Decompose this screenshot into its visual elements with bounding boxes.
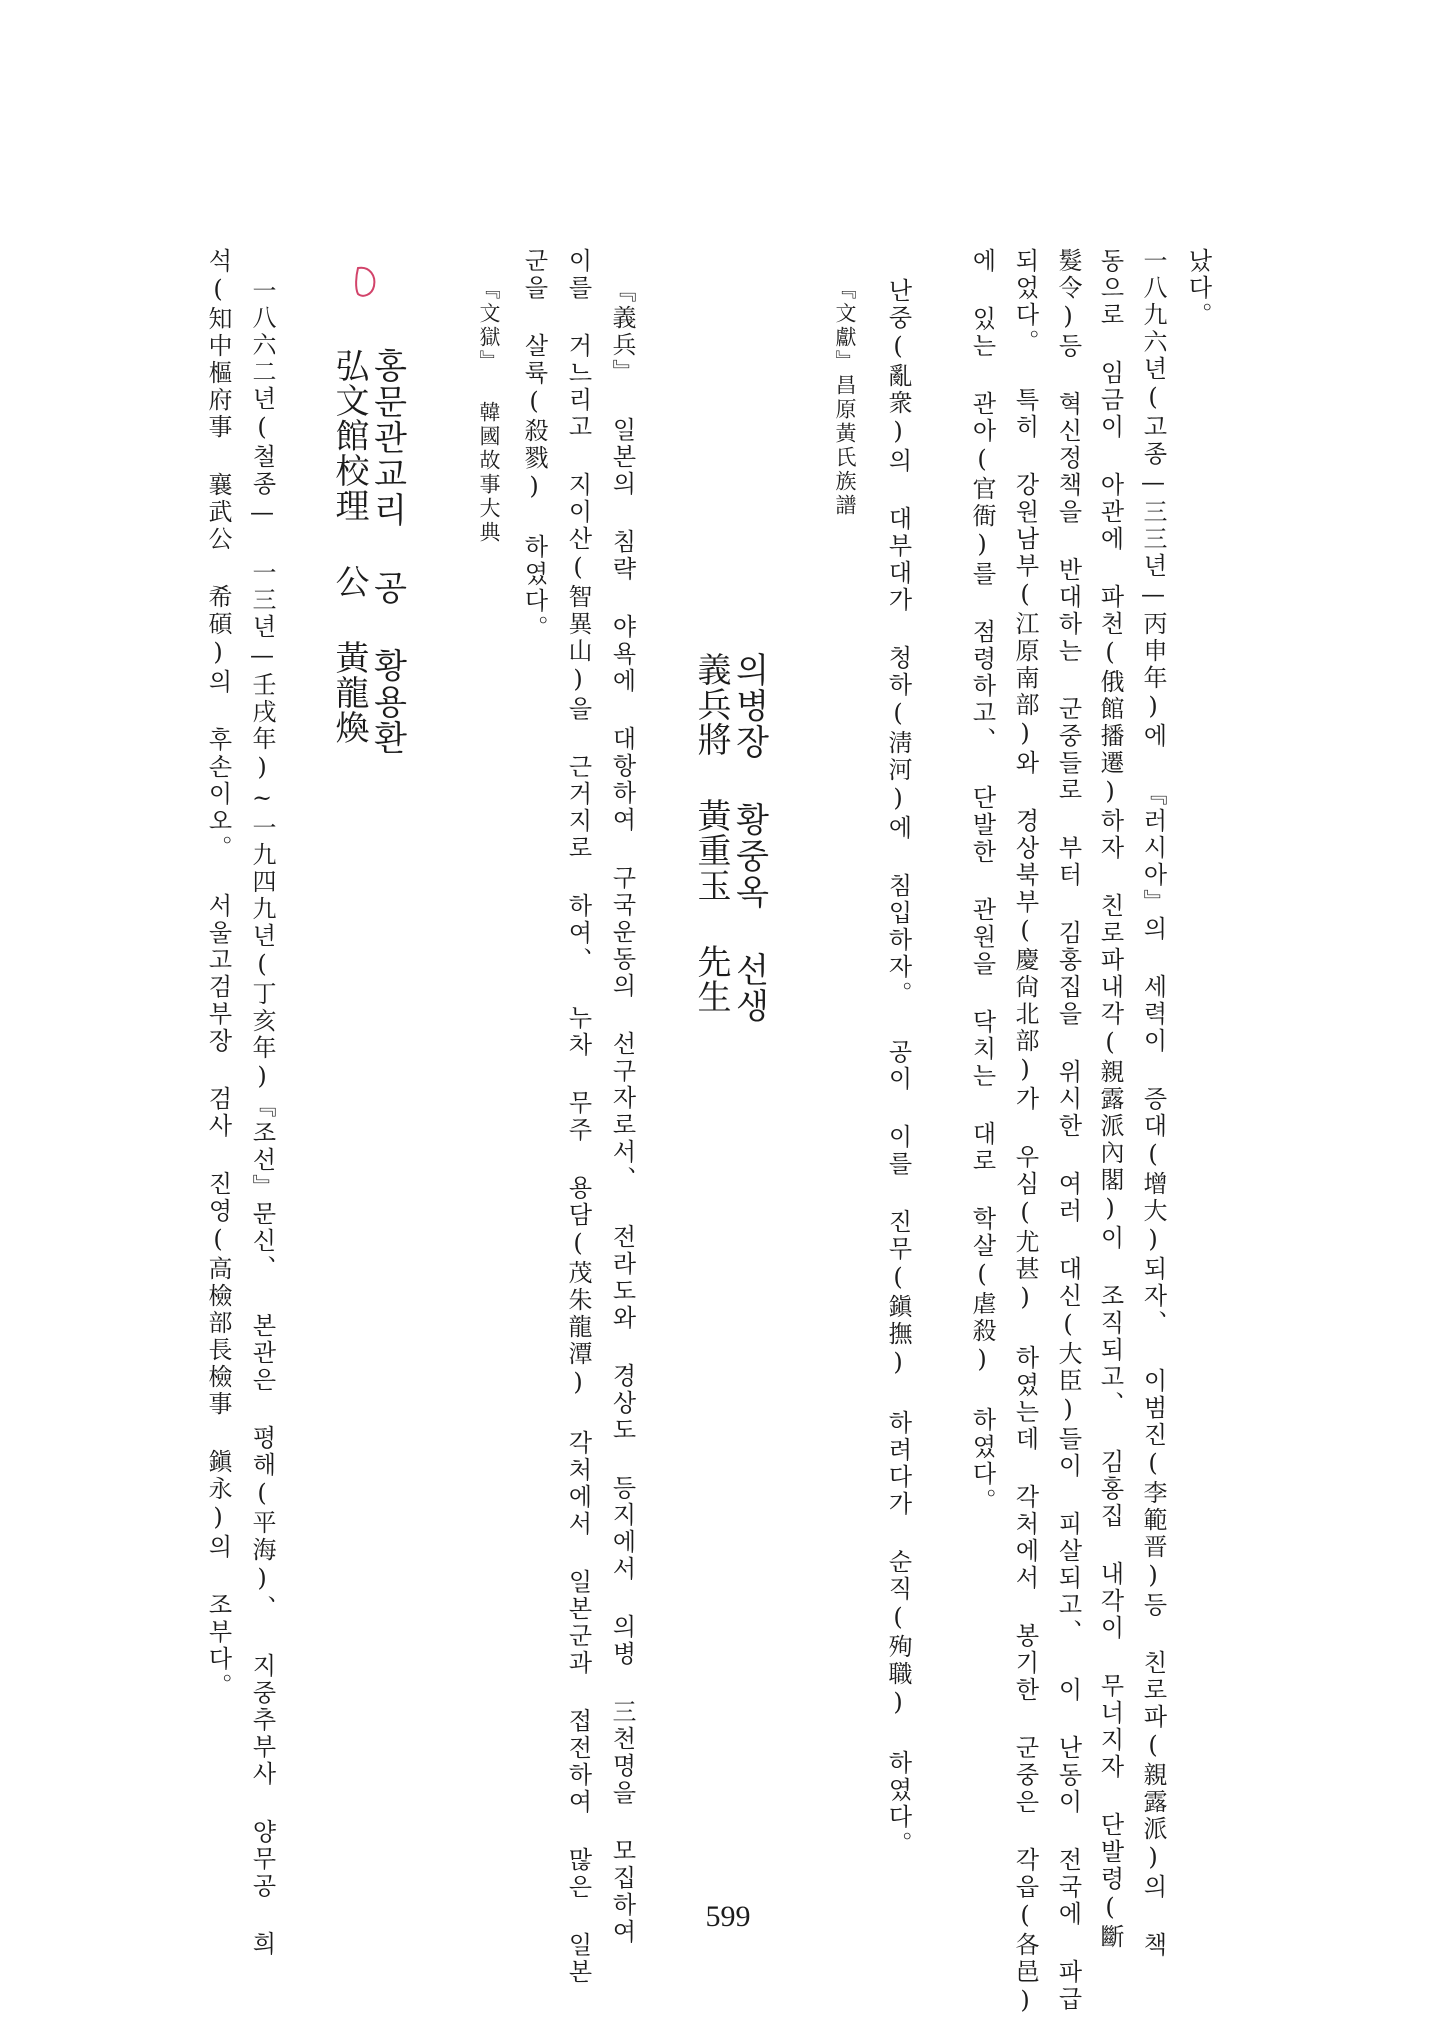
- text-column-6: 에 있는 관아(官衙)를 점령하고、 단발한 관원을 닥치는 대로 학살(虐殺) 하였다。: [968, 248, 996, 1515]
- section-2-column-1: 一八六二년(철종— 一三년—壬戌年)~一九四九년(丁亥年)『조선』문신、 본관은 평해(平海)、 지중추부사 양무공 희: [248, 278, 276, 1958]
- section-1-column-1: 『義兵』 일본의 침략 야욕에 대항하여 구국운동의 선구자로서、 전라도와 경상도 등지에서 의병 三천명을 모집하여: [608, 278, 636, 1946]
- section-1-heading-hangul: 의병장 황중옥 선생: [729, 652, 769, 1024]
- section-1-heading-hanja: 義兵將 黃重玉 先生: [691, 652, 731, 1014]
- text-column-2: 一八九六년(고종—三三년—丙申年)에 『러시아』의 세력이 증대(增大)되자、 이범진(李範晋)등 친로파(親露派)의 책: [1139, 248, 1167, 1959]
- text-column-7: 난중(亂衆)의 대부대가 청하(淸河)에 침입하자。 공이 이를 진무(鎭撫) 하려다가 순직(殉職) 하였다。: [884, 278, 912, 1858]
- source-citation-2: 『文獄』 韓國故事大典: [477, 278, 501, 545]
- text-column-5: 되었다。 특히 강원남부(江原南部)와 경상북부(慶尙北部)가 우심(尤甚) 하였는데 각처에서 봉기한 군중은 각읍(各邑): [1011, 248, 1039, 2017]
- section-2-heading-hangul: 홍문관교리 공 황용환: [367, 348, 407, 756]
- section-2-heading-hanja: 弘文館校理 公 黃龍煥: [329, 348, 369, 745]
- text-column-3: 동으로 임금이 아관에 파천(俄館播遷)하자 친로파내각(親露派內閣)이 조직되고、 김홍집 내각이 무너지자 단발령(斷: [1096, 248, 1124, 1951]
- section-2-column-2: 석(知中樞府事 襄武公 希碩)의 후손이오。 서울고검부장 검사 진영(高檢部長檢事 鎭永)의 조부다。: [204, 248, 232, 1700]
- text-column-1: 났다。: [1184, 248, 1212, 329]
- source-citation-1: 『文獻』昌原黃氏族譜: [833, 278, 857, 518]
- text-column-4: 髮令)등 혁신정책을 반대하는 군중들로 부터 김홍집을 위시한 여러 대신(大臣)들이 피살되고、 이 난동이 전국에 파급: [1054, 248, 1082, 2013]
- handwritten-circle-mark: [352, 264, 378, 300]
- section-1-column-3: 군을 살륙(殺戮) 하였다。: [520, 248, 548, 642]
- section-1-column-2: 이를 거느리고 지이산(智異山)을 근거지로 하여、 누차 무주 용담(茂朱龍潭) 각처에서 일본군과 접전하여 많은 일본: [564, 248, 592, 1986]
- page-number: 599: [705, 1900, 751, 1933]
